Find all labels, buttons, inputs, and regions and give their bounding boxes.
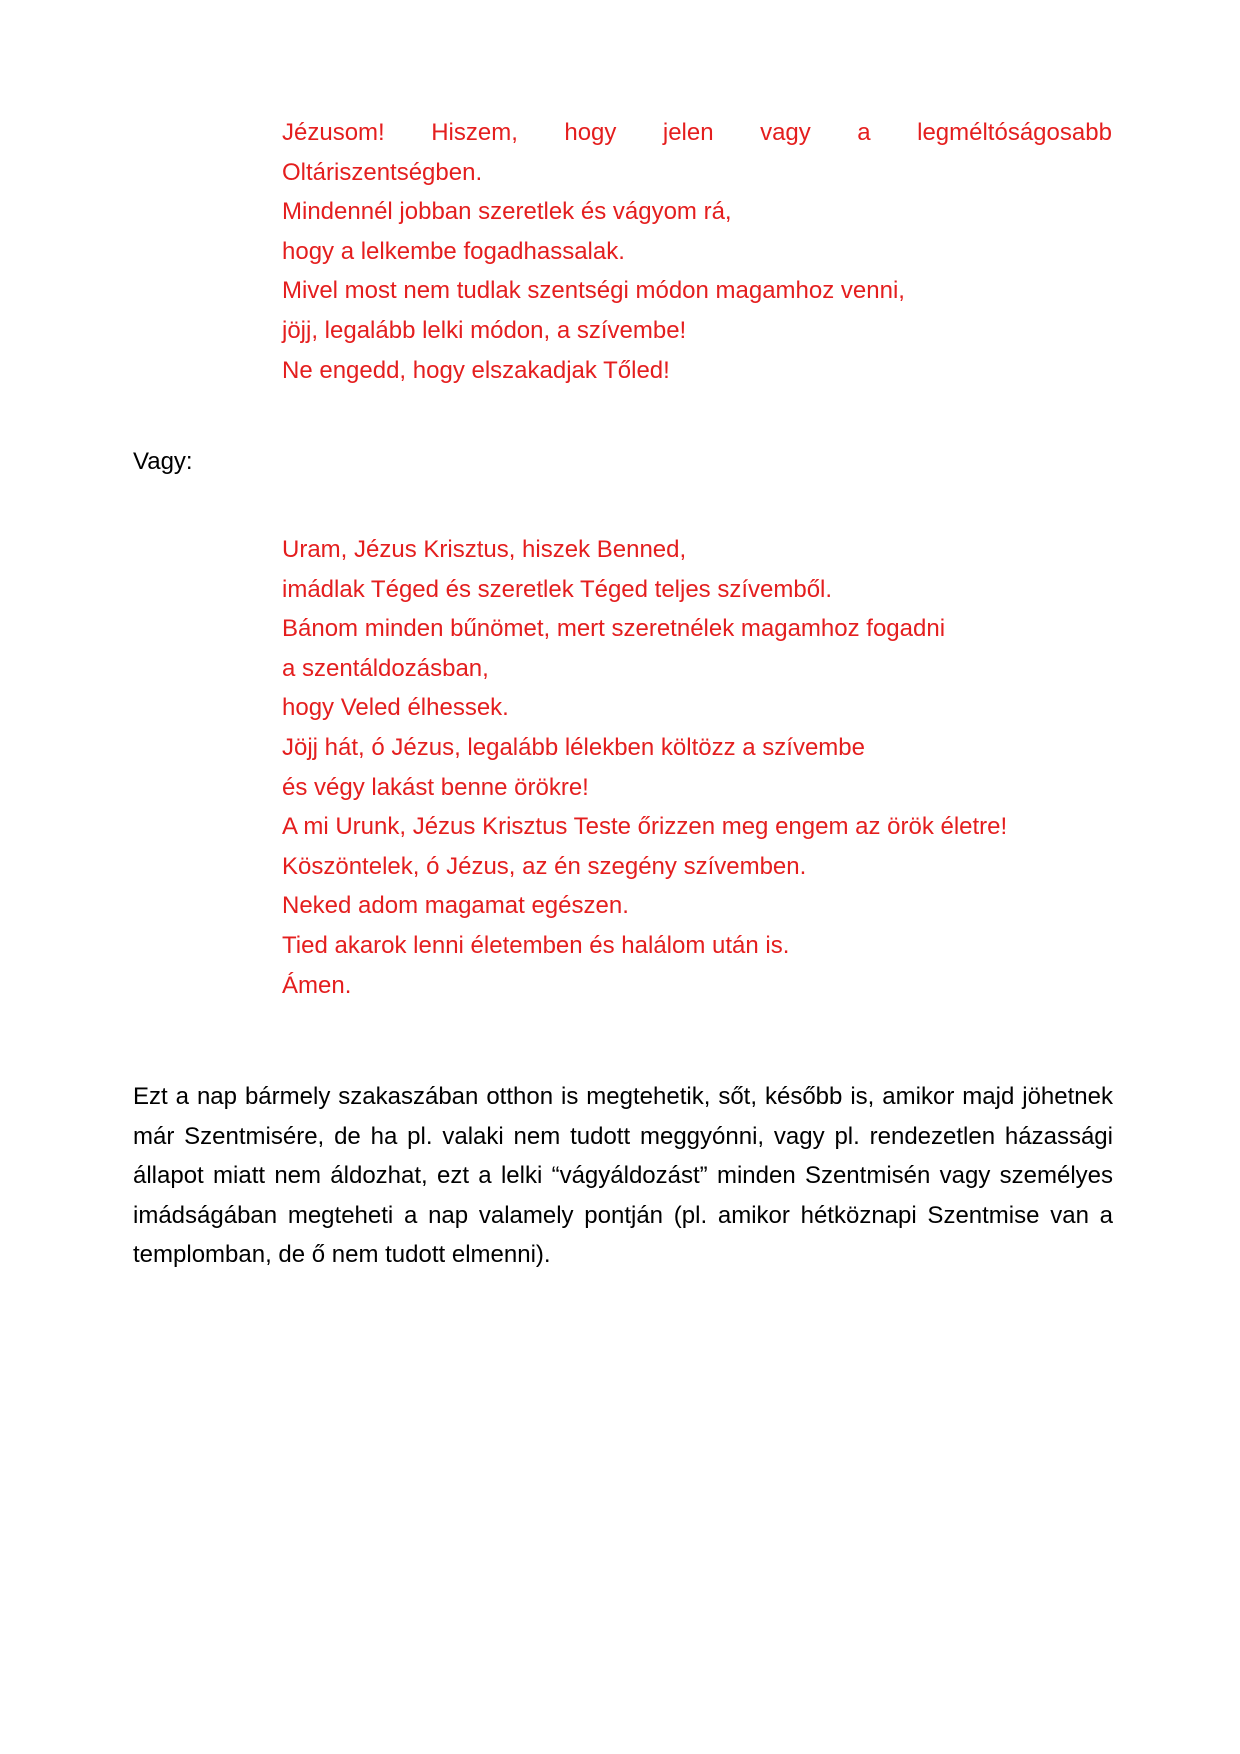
- prayer-two-line: hogy Veled élhessek.: [282, 694, 509, 722]
- prayer-two-line: Uram, Jézus Krisztus, hiszek Benned,: [282, 536, 687, 563]
- prayer-one-word: vagy: [760, 119, 811, 146]
- prayer-two-line: Tied akarok lenni életemben és halálom után is.: [282, 931, 790, 959]
- prayer-two-line: és végy lakást benne örökre!: [282, 773, 589, 801]
- prayer-one-word: hogy: [564, 119, 617, 146]
- prayer-one-line: Ne engedd, hogy elszakadjak Tőled!: [282, 356, 670, 384]
- connector-text: Vagy:: [133, 448, 193, 475]
- prayer-two-line: Köszöntelek, ó Jézus, az én szegény szívemben.: [282, 852, 807, 880]
- prayer-one-line: Mivel most nem tudlak szentségi módon magamhoz venni,: [282, 277, 905, 305]
- prayer-two-line: Jöjj hát, ó Jézus, legalább lélekben költözz a szívembe: [282, 733, 865, 761]
- prayer-one-line: jöjj, legalább lelki módon, a szívembe!: [282, 316, 687, 344]
- prayer-one: [282, 113, 1112, 390]
- prayer-one-word: Jézusom!: [282, 119, 385, 146]
- prayer-one-word: jelen: [662, 119, 714, 146]
- prayer-two-line: Bánom minden bűnömet, mert szeretnélek magamhoz fogadni: [282, 615, 946, 643]
- prayer-one-line: hogy a lelkembe fogadhassalak.: [282, 237, 625, 265]
- prayer-one-word: a: [857, 119, 871, 146]
- prayer-two-line: A mi Urunk, Jézus Krisztus Teste őrizzen meg engem az örök életre!: [282, 813, 1008, 841]
- closing-paragraph: Ezt a nap bármely szakaszában otthon is megtehetik, sőt, később is, amikor majd jöhetnek már Szentmisére, de ha pl. valaki nem tudott meggyónni, vagy pl. rendezetlen házassági állapot miatt nem áldozhat, ezt a lelki “vágyáldozást” minden Szentmisén vagy személyes imádságában megteheti a nap valamely pontján (pl. amikor hétköznapi Szentmise van a templomban, de ő nem tudott elmenni).: [133, 1083, 1113, 1269]
- prayer-two-line: Neked adom magamat egészen.: [282, 892, 629, 920]
- prayer-one-word: Hiszem,: [431, 119, 518, 146]
- prayer-two-line: Ámen.: [282, 971, 352, 999]
- prayer-two-line: a szentáldozásban,: [282, 654, 489, 682]
- prayer-one-line: Oltáriszentségben.: [282, 158, 483, 186]
- prayer-two: [282, 530, 1112, 1005]
- prayer-one-first-line: [282, 113, 1112, 153]
- prayer-two-line: imádlak Téged és szeretlek Téged teljes szívemből.: [282, 575, 833, 603]
- prayer-one-word: legméltóságosabb: [917, 119, 1112, 146]
- prayer-one-line: Mindennél jobban szeretlek és vágyom rá,: [282, 198, 732, 226]
